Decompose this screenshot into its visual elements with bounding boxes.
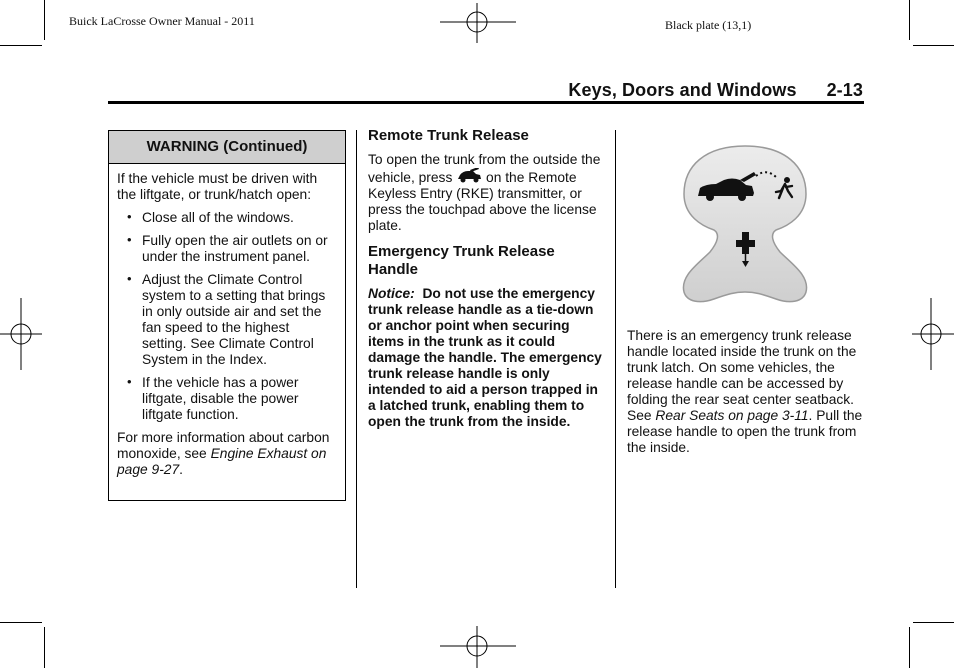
cross-reference-link[interactable]: Rear Seats on page 3-11 (655, 408, 809, 423)
section-title: Keys, Doors and Windows (568, 80, 797, 100)
page-number: 2-13 (826, 80, 863, 100)
section-header (540, 80, 863, 101)
remote-trunk-text: To open the trunk from the outside the vehicle, press on the Remote Keyless Entry (RKE) transmitter, or press the touchpad above the license plate. (368, 152, 601, 233)
header-rule (108, 101, 864, 104)
crop-mark (913, 45, 954, 46)
trunk-release-icon (456, 168, 482, 184)
crop-mark (44, 627, 45, 668)
plate-label: Black plate (13,1) (665, 18, 752, 32)
registration-mark-icon (440, 626, 516, 668)
cross-reference-link[interactable]: Engine Exhaust on page 9-27 (117, 446, 327, 477)
warning-heading: WARNING (Continued) (109, 131, 345, 164)
registration-mark-icon (0, 298, 42, 370)
emergency-trunk-release-handle-icon (680, 144, 810, 306)
crop-mark (909, 627, 910, 668)
crop-mark (44, 0, 45, 40)
list-item: • If the vehicle has a power liftgate, disable the power liftgate function. (127, 374, 299, 422)
warning-intro: If the vehicle must be driven with the liftgate, or trunk/hatch open: (117, 171, 318, 202)
emergency-description: There is an emergency trunk release handle located inside the trunk on the trunk latch. On some vehicles, the release handle can be accessed by folding the rear seat center seatback. See Rear Seats on page 3-11. Pull the release handle to open the trunk from the inside. (627, 328, 863, 455)
registration-mark-icon (440, 3, 516, 43)
manual-title: Buick LaCrosse Owner Manual - 2011 (69, 14, 255, 28)
column-divider (615, 130, 616, 588)
warning-list (117, 210, 337, 423)
emergency-heading: Emergency Trunk Release Handle (368, 243, 555, 278)
notice-text: Notice: Do not use the emergency trunk release handle as a tie-down or anchor point when securing items in the trunk as it could damage the handle. The emergency trunk release handle is only intended to aid a person trapped in a latched trunk, enabling them to open the trunk from the inside. (368, 286, 602, 429)
registration-mark-icon (912, 298, 954, 370)
warning-box (108, 130, 346, 501)
crop-mark (0, 622, 42, 623)
middle-column (368, 127, 608, 439)
crop-mark (913, 622, 954, 623)
crop-mark (0, 45, 42, 46)
crop-mark (909, 0, 910, 40)
more-info: For more information about carbon monoxide, see Engine Exhaust on page 9-27. (117, 430, 330, 477)
remote-trunk-heading: Remote Trunk Release (368, 127, 529, 144)
list-item: • Fully open the air outlets on or under the instrument panel. (127, 232, 328, 264)
list-item: • Adjust the Climate Control system to a setting that brings in only outside air and set the fan speed to the highest setting. See Climate Control System in the Index. (127, 271, 326, 367)
column-divider (356, 130, 357, 588)
list-item: • Close all of the windows. (127, 209, 294, 225)
